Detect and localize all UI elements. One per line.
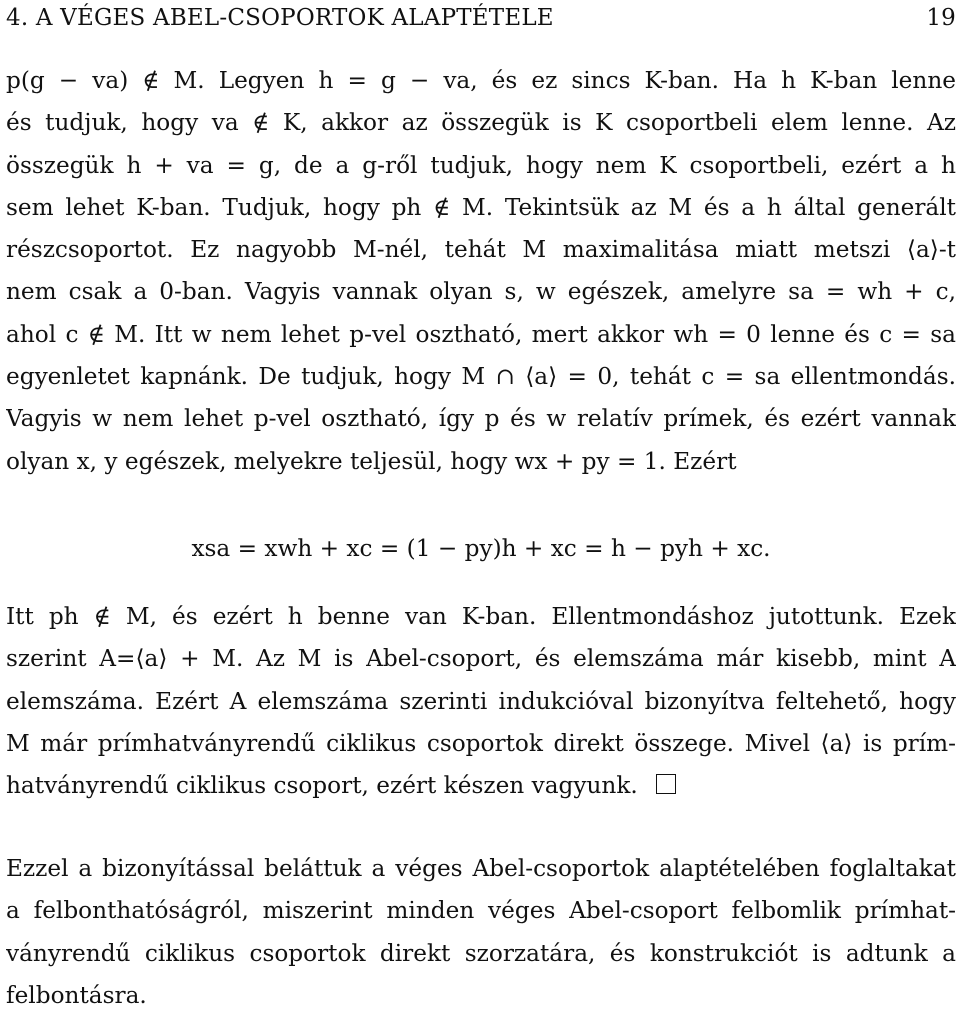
text-line: ványrendű ciklikus csoportok direkt szorzatára, és konstrukciót is adtunk a <box>6 939 956 967</box>
text-line: Vagyis w nem lehet p-vel osztható, így p és w relatív prímek, és ezért vannak <box>6 405 956 433</box>
text-line: a felbonthatóságról, miszerint minden véges Abel-csoport felbomlik prímhat- <box>6 897 956 925</box>
text-line: elemszáma. Ezért A elemszáma szerinti indukcióval bizonyítva feltehető, hogy <box>6 687 956 715</box>
text-line: p(g − va) ∉ M. Legyen h = g − va, és ez sincs K-ban. Ha h K-ban lenne <box>6 67 956 94</box>
text-line: hatványrendű ciklikus csoport, ezért készen vagyunk. <box>6 772 638 800</box>
text-line: szerint A=⟨a⟩ + M. Az M is Abel-csoport, és elemszáma már kisebb, mint A <box>6 645 956 673</box>
text-line: ahol c ∉ M. Itt w nem lehet p-vel osztható, mert akkor wh = 0 lenne és c = sa <box>6 320 956 348</box>
text-line: és tudjuk, hogy va ∉ K, akkor az összegük is K csoportbeli elem lenne. Az <box>6 109 956 137</box>
running-header <box>6 0 956 40</box>
text-line: Ezzel a bizonyítással beláttuk a véges Abel-csoportok alaptételében foglaltakat <box>6 855 956 882</box>
proof-conclusion-paragraph <box>6 596 956 807</box>
chapter-title: 4. A VÉGES ABEL-CSOPORTOK ALAPTÉTELE <box>6 5 554 31</box>
page-number: 19 <box>926 5 956 31</box>
text-line: összegük h + va = g, de a g-ről tudjuk, hogy nem K csoportbeli, ezért a h <box>6 151 956 179</box>
text-line: Itt ph ∉ M, és ezért h benne van K-ban. Ellentmondáshoz jutottunk. Ezek <box>6 603 956 630</box>
document-page <box>6 0 956 1009</box>
text-line: nem csak a 0-ban. Vagyis vannak olyan s, w egészek, amelyre sa = wh + c, <box>6 278 956 306</box>
proof-paragraph <box>6 60 956 483</box>
text-line: olyan x, y egészek, melyekre teljesül, hogy wx + py = 1. Ezért <box>6 447 737 475</box>
text-line: részcsoportot. Ez nagyobb M-nél, tehát M maximalitása miatt metszi ⟨a⟩-t <box>6 236 956 264</box>
text-line-with-qed <box>6 765 956 807</box>
summary-paragraph <box>6 848 956 1017</box>
text-line: egyenletet kapnánk. De tudjuk, hogy M ∩ ⟨a⟩ = 0, tehát c = sa ellentmondás. <box>6 363 956 391</box>
text-line: felbontásra. <box>6 981 147 1009</box>
display-equation: xsa = xwh + xc = (1 − py)h + xc = h − pyh + xc. <box>191 535 771 562</box>
text-line: M már prímhatványrendű ciklikus csoportok direkt összege. Mivel ⟨a⟩ is prím- <box>6 729 956 757</box>
text-line: sem lehet K-ban. Tudjuk, hogy ph ∉ M. Tekintsük az M és a h által generált <box>6 193 956 221</box>
qed-box-icon <box>656 774 676 794</box>
